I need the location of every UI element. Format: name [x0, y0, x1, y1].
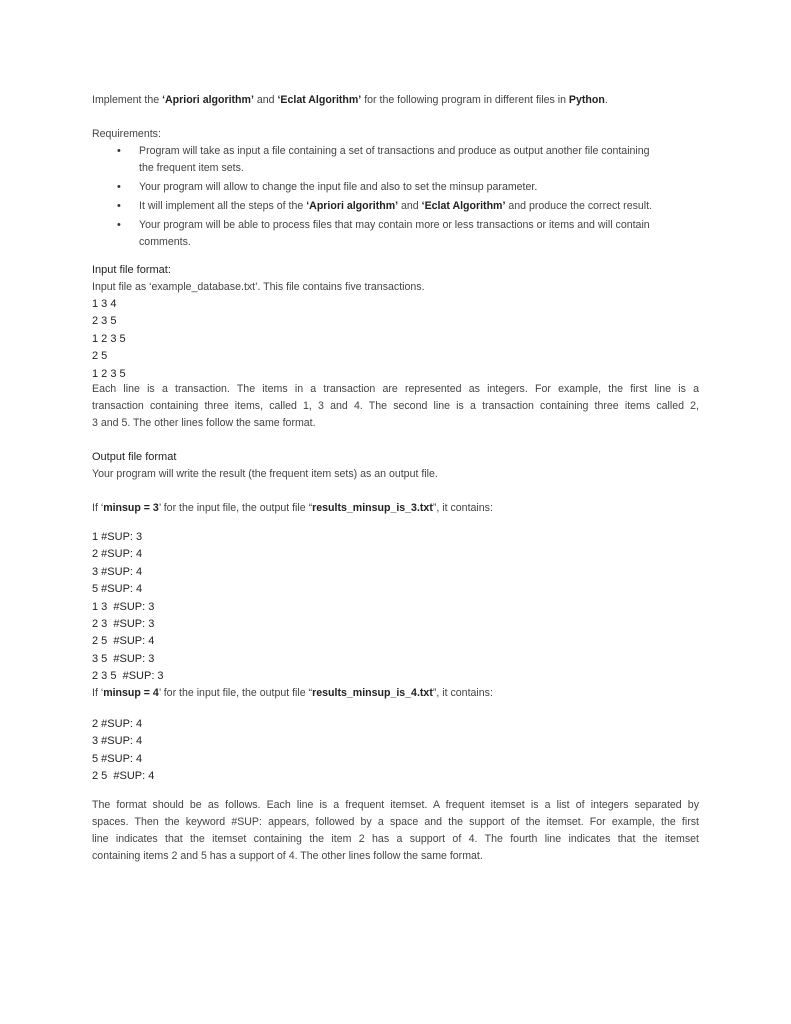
- result-line: 3 5 #SUP: 3: [92, 652, 155, 665]
- apriori-term: ‘Apriori algorithm’: [162, 94, 254, 106]
- bullet-icon: •: [117, 200, 121, 212]
- minsup-4-results: [92, 716, 154, 786]
- output-format-description: Your program will write the result (the frequent item sets) as an output file.: [92, 468, 438, 480]
- requirement-text: and produce the correct result.: [505, 200, 653, 212]
- intro-text: .: [604, 94, 608, 106]
- example-text: ’ for the input file, the output file “: [158, 687, 313, 699]
- example-text: ’ for the input file, the output file “: [158, 502, 313, 514]
- transaction-line: 2 3 5: [92, 315, 117, 328]
- result-line: 2 #SUP: 4: [92, 718, 143, 730]
- result-line: 3 #SUP: 4: [92, 735, 143, 748]
- minsup-3-intro: [92, 500, 493, 517]
- requirement-item: [92, 143, 702, 177]
- output-filename: results_minsup_is_4.txt: [312, 687, 433, 699]
- requirement-text: It will implement all the steps of the: [139, 200, 307, 212]
- result-line: 2 5 #SUP: 4: [92, 770, 155, 783]
- output-filename: results_minsup_is_3.txt: [312, 502, 433, 514]
- example-text: If ‘: [92, 502, 104, 514]
- intro-paragraph: [92, 92, 732, 109]
- example-text: ”, it contains:: [432, 502, 493, 514]
- minsup-value: minsup = 3: [103, 502, 159, 514]
- requirements-heading: Requirements:: [92, 128, 161, 140]
- bullet-icon: •: [117, 181, 121, 193]
- eclat-term: ‘Eclat Algorithm’: [277, 94, 362, 106]
- result-line: 2 5 #SUP: 4: [92, 635, 155, 648]
- paragraph-line: line indicates that the itemset containing the item 2 has a support of 4. The fourth line indicates that the itemset: [92, 833, 699, 845]
- result-line: 1 3 #SUP: 3: [92, 600, 155, 613]
- output-format-section: [92, 449, 712, 483]
- requirement-text: and: [398, 200, 422, 212]
- minsup-4-intro: [92, 685, 493, 702]
- requirement-item: [92, 198, 702, 215]
- result-line: 2 3 5 #SUP: 3: [92, 670, 164, 683]
- result-line: 2 #SUP: 4: [92, 548, 143, 561]
- requirement-text: comments.: [139, 236, 191, 248]
- paragraph-line: Each line is a transaction. The items in a transaction are represented as integers. For example, the first line is a: [92, 383, 699, 395]
- transaction-line: 1 2 3 5: [92, 332, 126, 345]
- transaction-explanation-paragraph: [92, 381, 699, 432]
- example-text: ”, it contains:: [432, 687, 493, 699]
- transaction-line: 1 3 4: [92, 298, 117, 310]
- result-line: 1 #SUP: 3: [92, 531, 143, 543]
- minsup-value: minsup = 4: [103, 687, 159, 699]
- intro-text: for the following program in different files in: [361, 94, 569, 106]
- paragraph-line: 3 and 5. The other lines follow the same format.: [92, 417, 316, 429]
- example-text: If ‘: [92, 687, 104, 699]
- paragraph-line: transaction containing three items, called 1, 3 and 4. The second line is a transaction containing three items called 2,: [92, 400, 699, 412]
- result-line: 5 #SUP: 4: [92, 583, 143, 596]
- result-line: 3 #SUP: 4: [92, 565, 143, 578]
- transaction-line: 1 2 3 5: [92, 367, 126, 380]
- paragraph-line: The format should be as follows. Each line is a frequent itemset. A frequent itemset is a list of integers separated by: [92, 799, 699, 811]
- python-term: Python: [568, 94, 605, 106]
- requirement-text: Program will take as input a file containing a set of transactions and produce as output another file containing: [139, 145, 650, 157]
- minsup-3-results: [92, 529, 164, 686]
- bullet-icon: •: [117, 219, 121, 231]
- input-format-title: Input file format:: [92, 264, 171, 276]
- intro-text: Implement the: [92, 94, 163, 106]
- format-explanation-paragraph: [92, 797, 699, 865]
- output-format-title: Output file format: [92, 451, 177, 463]
- result-line: 5 #SUP: 4: [92, 752, 143, 765]
- paragraph-line: spaces. Then the keyword #SUP: appears, followed by a space and the support of the itemset. For example, the first: [92, 816, 699, 828]
- requirement-text: the frequent item sets.: [139, 162, 244, 174]
- apriori-term: ‘Apriori algorithm’: [306, 200, 399, 212]
- paragraph-line: containing items 2 and 5 has a support of 4. The other lines follow the same format.: [92, 850, 483, 862]
- intro-text: and: [253, 94, 278, 106]
- requirements-list: [92, 143, 702, 251]
- transaction-line: 2 5: [92, 350, 108, 363]
- input-format-description: Input file as ‘example_database.txt’. This file contains five transactions.: [92, 281, 425, 293]
- input-format-section: [92, 262, 712, 383]
- bullet-icon: •: [117, 145, 121, 157]
- requirement-item: [92, 217, 702, 251]
- requirement-text: Your program will be able to process files that may contain more or less transactions or items and will contain: [139, 219, 650, 231]
- requirement-text: Your program will allow to change the input file and also to set the minsup parameter.: [139, 181, 538, 193]
- requirement-item: [92, 179, 702, 196]
- result-line: 2 3 #SUP: 3: [92, 618, 155, 631]
- eclat-term: ‘Eclat Algorithm’: [421, 200, 506, 212]
